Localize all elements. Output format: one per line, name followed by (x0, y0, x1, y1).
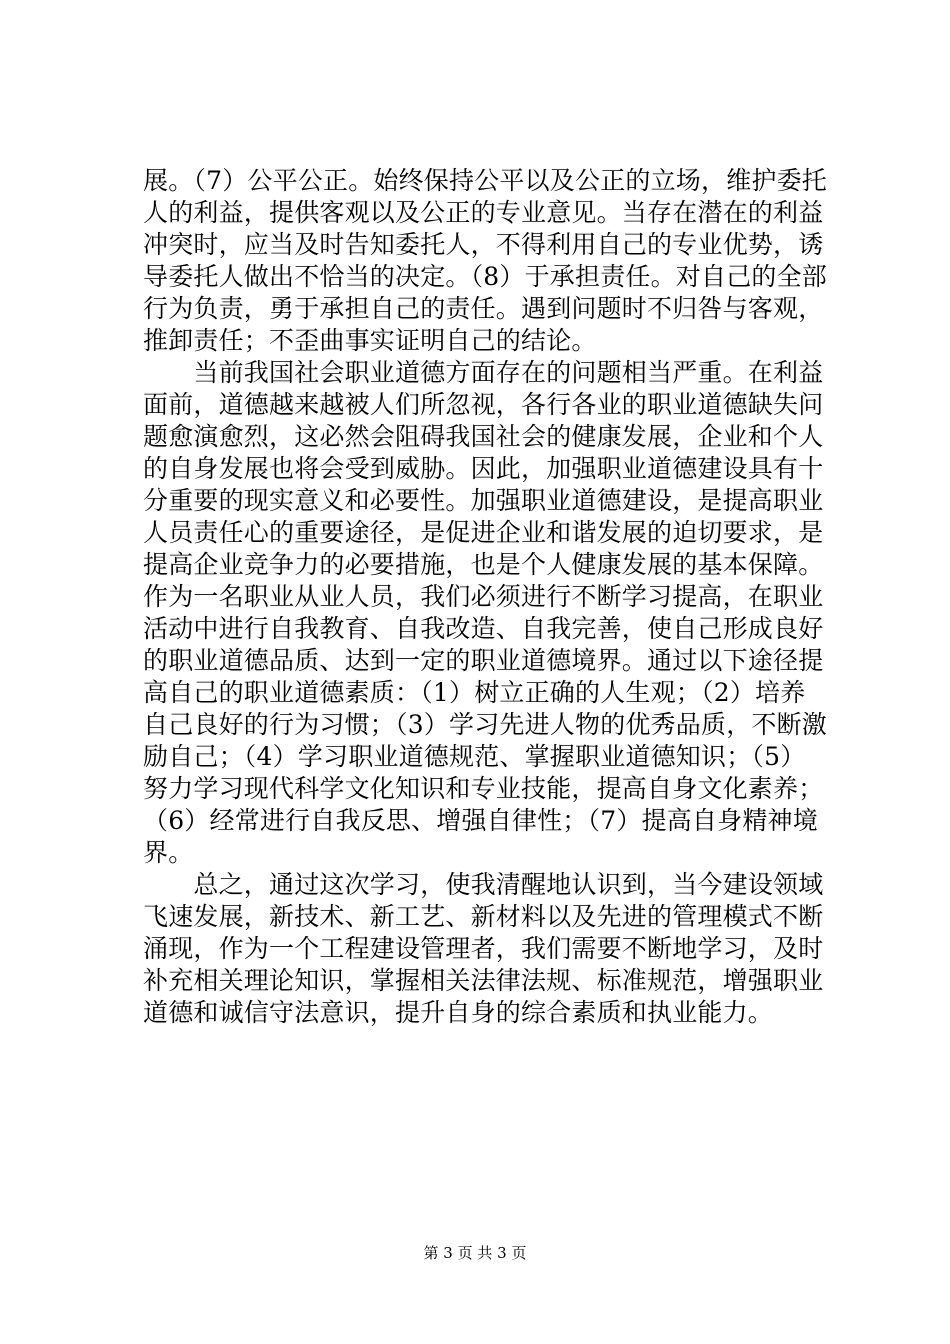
text-line: 推卸责任；不歪曲事实证明自己的结论。 (143, 326, 597, 355)
text-line: 飞速发展，新技术、新工艺、新材料以及先进的管理模式不断 (143, 902, 824, 931)
text-line: 的自身发展也将会受到威胁。因此，加强职业道德建设具有十 (143, 454, 824, 483)
body-text (143, 165, 835, 1029)
text-line: 导委托人做出不恰当的决定。（8）于承担责任。对自己的全部 (143, 262, 828, 291)
text-line: 的职业道德品质、达到一定的职业道德境界。通过以下途径提 (143, 646, 824, 675)
text-line: 道德和诚信守法意识，提升自身的综合素质和执业能力。 (143, 998, 774, 1027)
text-line: 行为负责，勇于承担自己的责任。遇到问题时不归咎与客观， (143, 294, 824, 323)
text-line: 作为一名职业从业人员，我们必须进行不断学习提高，在职业 (143, 582, 824, 611)
text-line: 补充相关理论知识，掌握相关法律法规、标准规范，增强职业 (143, 966, 824, 995)
text-line: 人员责任心的重要途径，是促进企业和谐发展的迫切要求，是 (143, 518, 824, 547)
text-line: 高自己的职业道德素质：（1）树立正确的人生观；（2）培养 (143, 678, 806, 707)
text-line: 分重要的现实意义和必要性。加强职业道德建设，是提高职业 (143, 486, 824, 515)
text-line: 自己良好的行为习惯；（3）学习先进人物的优秀品质，不断激 (143, 710, 828, 739)
text-line: 当前我国社会职业道德方面存在的问题相当严重。在利益 (143, 358, 824, 387)
text-line: （6）经常进行自我反思、增强自律性；（7）提高自身精神境 (143, 806, 818, 835)
text-line: 总之，通过这次学习，使我清醒地认识到，当今建设领域 (143, 870, 824, 899)
text-line: 活动中进行自我教育、自我改造、自我完善，使自己形成良好 (143, 614, 824, 643)
text-line: 界。 (143, 838, 194, 867)
page-number-footer: 第 3 页 共 3 页 (423, 1244, 527, 1262)
text-line: 励自己；（4）学习职业道德规范、掌握职业道德知识；（5） (143, 742, 806, 771)
text-line: 展。（7）公平公正。始终保持公平以及公正的立场，维护委托 (143, 166, 828, 195)
text-line: 题愈演愈烈，这必然会阻碍我国社会的健康发展，企业和个人 (143, 422, 824, 451)
text-line: 提高企业竞争力的必要措施，也是个人健康发展的基本保障。 (143, 550, 824, 579)
text-line: 努力学习现代科学文化知识和专业技能，提高自身文化素养； (143, 774, 824, 803)
text-line: 面前，道德越来越被人们所忽视，各行各业的职业道德缺失问 (143, 390, 824, 419)
text-line: 冲突时，应当及时告知委托人，不得利用自己的专业优势，诱 (143, 230, 824, 259)
text-line: 涌现，作为一个工程建设管理者，我们需要不断地学习，及时 (143, 934, 824, 963)
text-line: 人的利益，提供客观以及公正的专业意见。当存在潜在的利益 (143, 198, 824, 227)
